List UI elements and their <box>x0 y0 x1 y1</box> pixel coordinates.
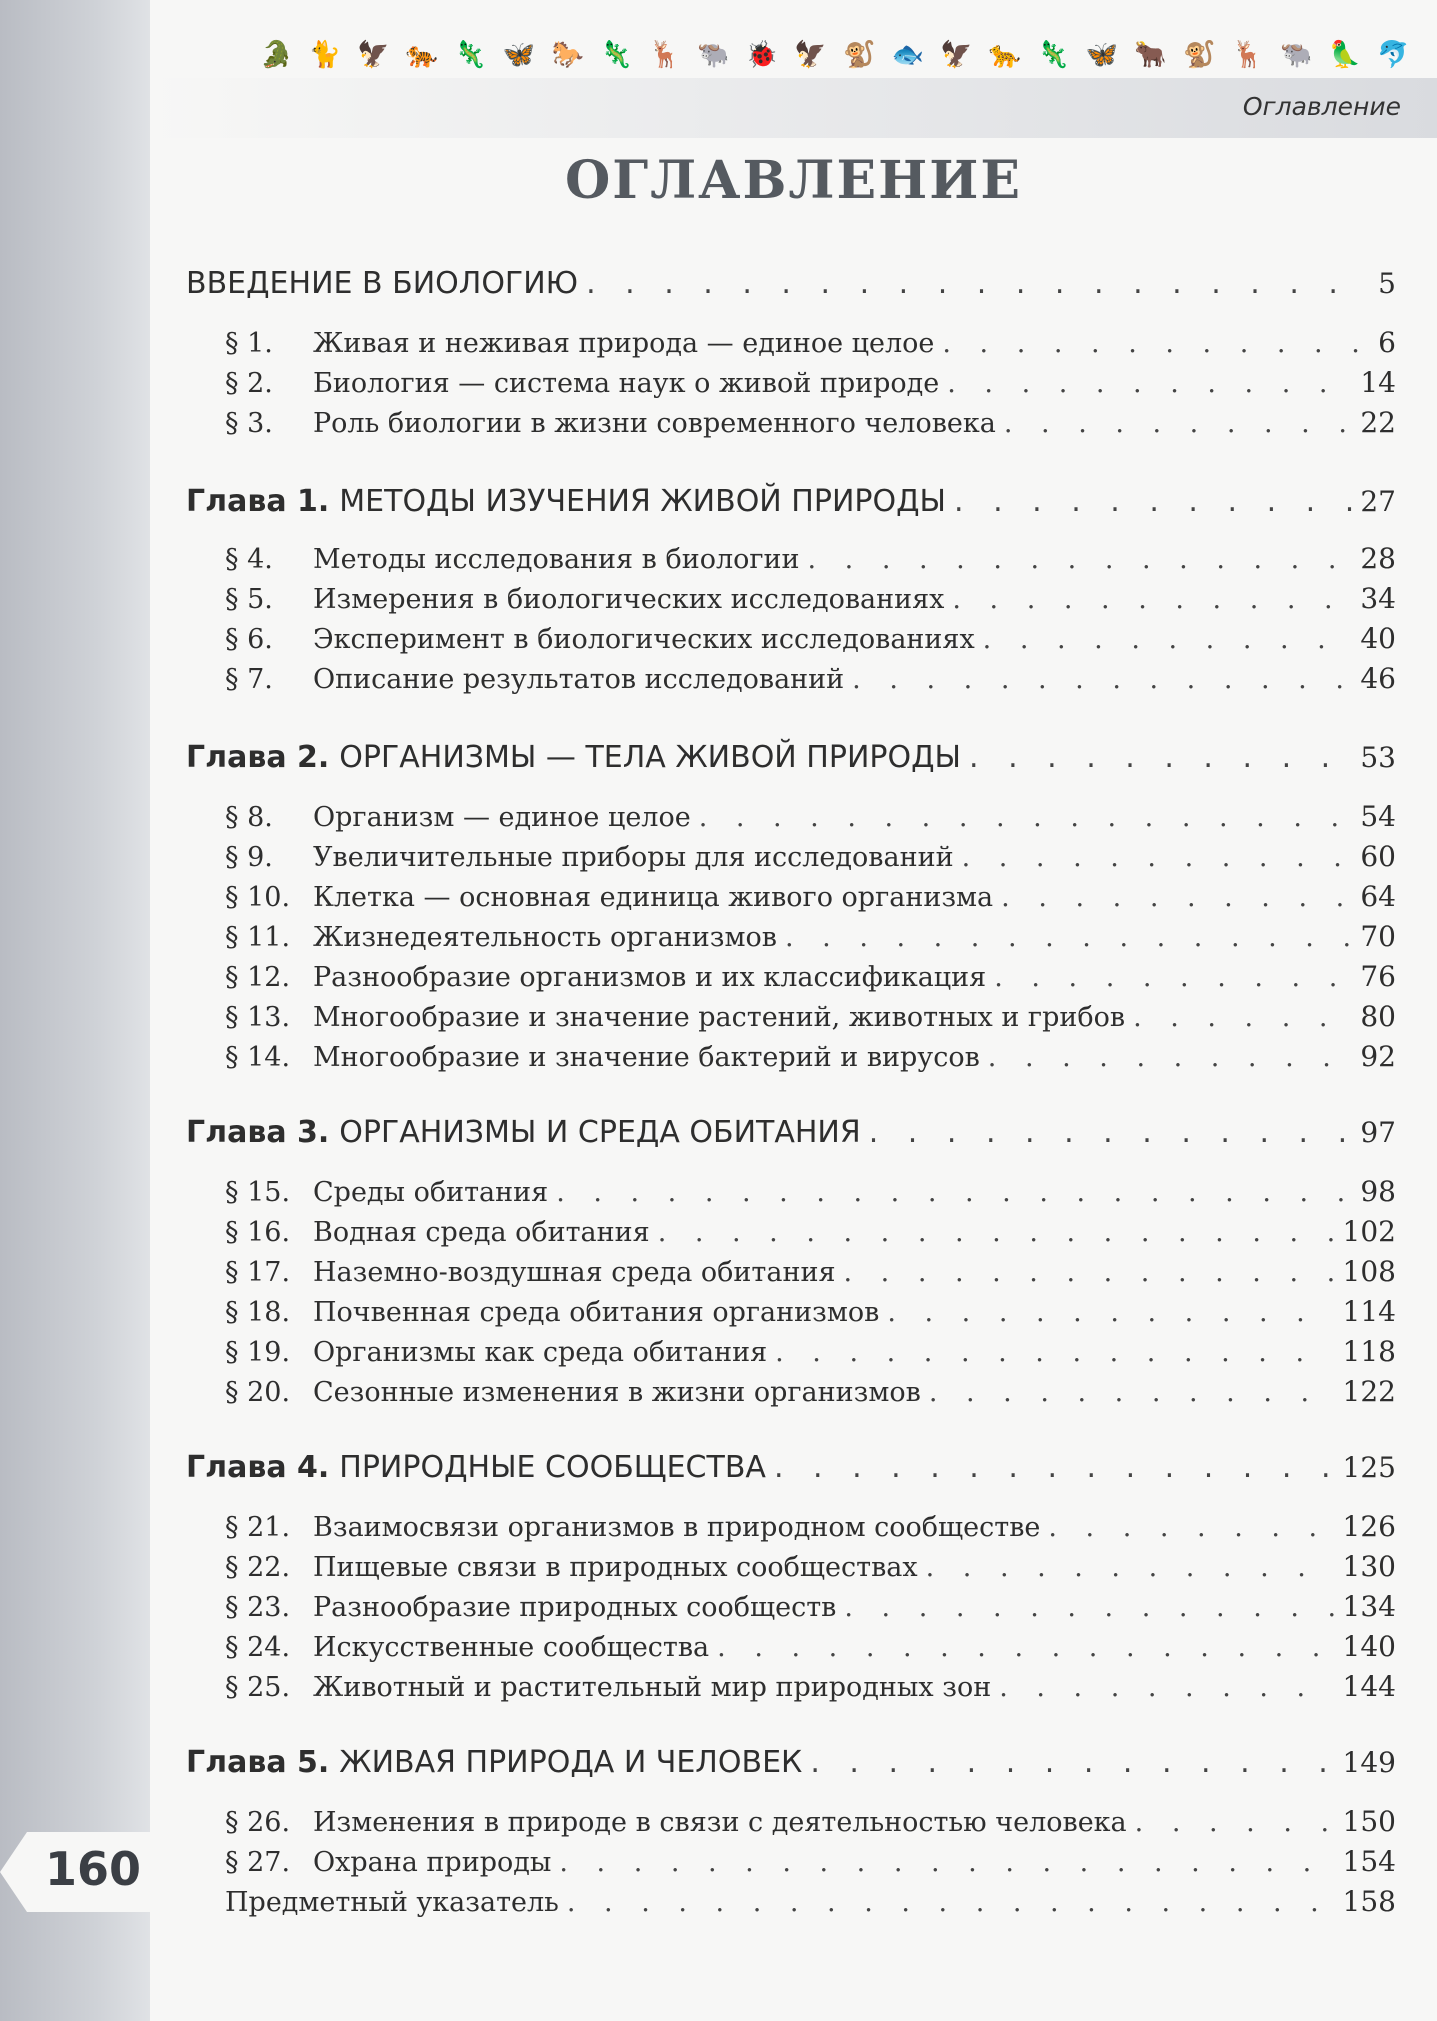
section-number: § 8. <box>225 802 273 833</box>
toc-intro-title: ВВЕДЕНИЕ В БИОЛОГИЮ <box>186 266 579 301</box>
section-number: § 14. <box>225 1042 291 1073</box>
section-number: § 18. <box>225 1297 291 1328</box>
chapter-title: ЖИВАЯ ПРИРОДА И ЧЕЛОВЕК <box>339 1745 803 1780</box>
toc-section-row[interactable] <box>225 622 1396 655</box>
section-title: Охрана природы <box>313 1847 552 1878</box>
toc-page-number: 54 <box>1360 800 1396 833</box>
toc-page-number: 140 <box>1342 1630 1396 1663</box>
toc-page-number: 125 <box>1342 1451 1396 1484</box>
toc-section-row[interactable] <box>225 800 1396 833</box>
leader-dots <box>699 802 1353 833</box>
toc-page-number: 122 <box>1342 1375 1396 1408</box>
toc-section-row[interactable] <box>225 662 1396 695</box>
toc-page-number: 64 <box>1360 880 1396 913</box>
toc-page-number: 40 <box>1360 622 1396 655</box>
toc-section-row[interactable] <box>225 542 1396 575</box>
leader-dots <box>775 1337 1334 1368</box>
toc-page-number: 134 <box>1342 1590 1396 1623</box>
chapter-title: ОРГАНИЗМЫ — ТЕЛА ЖИВОЙ ПРИРОДЫ <box>339 740 961 775</box>
leader-dots <box>929 1377 1335 1408</box>
toc-page-number: 108 <box>1342 1255 1396 1288</box>
toc-page-number: 97 <box>1360 1116 1396 1149</box>
toc-section-row[interactable] <box>225 366 1396 399</box>
section-number: § 4. <box>225 544 273 575</box>
chapter-title: ПРИРОДНЫЕ СООБЩЕСТВА <box>339 1450 766 1485</box>
section-number: § 11. <box>225 922 291 953</box>
toc-page-number: 130 <box>1342 1550 1396 1583</box>
leader-dots <box>717 1632 1334 1663</box>
leader-dots <box>1135 1807 1335 1838</box>
section-number: § 19. <box>225 1337 291 1368</box>
toc-page-number: 22 <box>1360 406 1396 439</box>
leader-dots <box>983 624 1353 655</box>
leader-dots <box>852 664 1352 695</box>
toc-page-number: 144 <box>1342 1670 1396 1703</box>
leader-dots <box>658 1217 1335 1248</box>
section-title: Искусственные сообщества <box>313 1632 710 1663</box>
toc-section-row[interactable] <box>225 960 1396 993</box>
toc-page-number: 80 <box>1360 1000 1396 1033</box>
toc-section-row[interactable] <box>225 920 1396 953</box>
leader-dots <box>952 584 1352 615</box>
section-title: Методы исследования в биологии <box>313 544 800 575</box>
toc-page-number: 5 <box>1378 267 1396 300</box>
leader-dots <box>962 842 1353 873</box>
section-number: § 27. <box>225 1847 291 1878</box>
leader-dots <box>843 1257 1334 1288</box>
section-number: § 3. <box>225 408 273 439</box>
toc-section-row[interactable] <box>225 1295 1396 1328</box>
toc-section-row[interactable] <box>225 1845 1396 1878</box>
section-title: Описание результатов исследований <box>313 664 845 695</box>
toc-page-number: 149 <box>1342 1746 1396 1779</box>
toc-page-number: 150 <box>1342 1805 1396 1838</box>
toc-section-row[interactable] <box>225 1805 1396 1838</box>
toc-page-number: 28 <box>1360 542 1396 575</box>
leader-dots <box>942 328 1370 359</box>
section-number: § 21. <box>225 1512 291 1543</box>
section-title: Почвенная среда обитания организмов <box>313 1297 880 1328</box>
toc-page-number: 6 <box>1378 326 1396 359</box>
leader-dots <box>785 922 1352 953</box>
leader-dots <box>926 1552 1335 1583</box>
leader-dots <box>969 740 1352 775</box>
section-number: § 16. <box>225 1217 291 1248</box>
section-number: § 25. <box>225 1672 291 1703</box>
toc-section-row[interactable] <box>225 1630 1396 1663</box>
toc-page-number: 114 <box>1342 1295 1396 1328</box>
section-title: Увеличительные приборы для исследований <box>313 842 954 873</box>
section-number: § 22. <box>225 1552 291 1583</box>
section-title: Среды обитания <box>313 1177 549 1208</box>
toc-page-number: 158 <box>1342 1885 1396 1918</box>
leader-dots <box>586 266 1370 301</box>
running-header-title: Оглавление <box>1242 92 1401 121</box>
leader-dots <box>1048 1512 1334 1543</box>
chapter-prefix: Глава 4. <box>186 1450 330 1485</box>
toc-section-row[interactable] <box>225 582 1396 615</box>
section-title: Разнообразие организмов и их классификация <box>313 962 987 993</box>
toc-section-row[interactable] <box>225 1375 1396 1408</box>
animal-silhouettes-decoration: 🐊 🐈 🦅 🐅 🦎 🦋 🐎 🦎 🦌 🐃 🐞 🦅 🐒 🐟 🦅 🐆 🦎 🦋 🐂 🐒 🦌 🐃 🦜 🐬 <box>260 40 1410 70</box>
leader-dots <box>774 1450 1335 1485</box>
book-page <box>150 0 1437 2021</box>
chapter-prefix: Глава 3. <box>186 1115 330 1150</box>
section-title: Разнообразие природных сообществ <box>313 1592 837 1623</box>
section-number: § 9. <box>225 842 273 873</box>
toc-chapter-row[interactable] <box>186 1115 1396 1150</box>
leader-dots <box>1133 1002 1352 1033</box>
section-title: Сезонные изменения в жизни организмов <box>313 1377 921 1408</box>
toc-section-row[interactable] <box>225 1335 1396 1368</box>
toc-chapter-row[interactable] <box>186 740 1396 775</box>
toc-index-row[interactable] <box>225 1885 1396 1918</box>
section-number: § 24. <box>225 1632 291 1663</box>
section-title: Живая и неживая природа — единое целое <box>313 328 935 359</box>
toc-page-number: 92 <box>1360 1040 1396 1073</box>
chapter-prefix: Глава 2. <box>186 740 330 775</box>
page-number: 160 <box>44 1842 142 1896</box>
toc-page-number: 34 <box>1360 582 1396 615</box>
toc-page-number: 46 <box>1360 662 1396 695</box>
leader-dots <box>556 1177 1352 1208</box>
section-title: Организм — единое целое <box>313 802 691 833</box>
leader-dots <box>1004 408 1353 439</box>
section-number: § 12. <box>225 962 291 993</box>
leader-dots <box>869 1115 1353 1150</box>
leader-dots <box>947 368 1352 399</box>
toc-section-row[interactable] <box>225 1000 1396 1033</box>
section-title: Наземно-воздушная среда обитания <box>313 1257 836 1288</box>
toc-chapter-row[interactable] <box>186 1450 1396 1485</box>
index-title: Предметный указатель <box>225 1887 559 1918</box>
section-title: Жизнедеятельность организмов <box>313 922 777 953</box>
section-number: § 10. <box>225 882 291 913</box>
leader-dots <box>844 1592 1334 1623</box>
toc-page-number: 14 <box>1360 366 1396 399</box>
toc-section-row[interactable] <box>225 1040 1396 1073</box>
section-number: § 2. <box>225 368 273 399</box>
chapter-prefix: Глава 5. <box>186 1745 330 1780</box>
toc-page-number: 76 <box>1360 960 1396 993</box>
page-edge-shadow <box>0 0 160 2021</box>
section-title: Животный и растительный мир природных зон <box>313 1672 992 1703</box>
section-number: § 23. <box>225 1592 291 1623</box>
toc-page-number: 118 <box>1342 1335 1396 1368</box>
section-number: § 5. <box>225 584 273 615</box>
toc-section-row[interactable] <box>225 1510 1396 1543</box>
toc-section-row[interactable] <box>225 1175 1396 1208</box>
leader-dots <box>954 484 1352 519</box>
leader-dots <box>988 1042 1353 1073</box>
section-title: Роль биологии в жизни современного человека <box>313 408 996 439</box>
section-number: § 7. <box>225 664 273 695</box>
leader-dots <box>1001 882 1352 913</box>
section-title: Многообразие и значение растений, животных и грибов <box>313 1002 1126 1033</box>
toc-section-row[interactable] <box>225 1590 1396 1623</box>
toc-page-number: 98 <box>1360 1175 1396 1208</box>
leader-dots <box>887 1297 1334 1328</box>
section-title: Организмы как среда обитания <box>313 1337 768 1368</box>
leader-dots <box>559 1847 1334 1878</box>
chapter-title: ОРГАНИЗМЫ И СРЕДА ОБИТАНИЯ <box>339 1115 861 1150</box>
section-title: Многообразие и значение бактерий и вирусов <box>313 1042 980 1073</box>
toc-page-number: 126 <box>1342 1510 1396 1543</box>
leader-dots <box>999 1672 1334 1703</box>
chapter-prefix: Глава 1. <box>186 484 330 519</box>
toc-section-row[interactable] <box>225 840 1396 873</box>
section-number: § 15. <box>225 1177 291 1208</box>
leader-dots <box>567 1887 1335 1918</box>
section-title: Водная среда обитания <box>313 1217 650 1248</box>
toc-section-row[interactable] <box>225 406 1396 439</box>
section-title: Измерения в биологических исследованиях <box>313 584 945 615</box>
section-number: § 17. <box>225 1257 291 1288</box>
toc-section-row[interactable] <box>225 1255 1396 1288</box>
section-title: Эксперимент в биологических исследованиях <box>313 624 975 655</box>
toc-page-number: 27 <box>1360 485 1396 518</box>
toc-page-number: 53 <box>1360 741 1396 774</box>
section-number: § 6. <box>225 624 273 655</box>
toc-chapter-row[interactable] <box>186 1745 1396 1780</box>
section-title: Взаимосвязи организмов в природном сообществе <box>313 1512 1041 1543</box>
section-title: Клетка — основная единица живого организма <box>313 882 994 913</box>
section-title: Пищевые связи в природных сообществах <box>313 1552 918 1583</box>
leader-dots <box>810 1745 1334 1780</box>
toc-intro-row[interactable] <box>186 266 1396 301</box>
toc-section-row[interactable] <box>225 880 1396 913</box>
section-number: § 1. <box>225 328 273 359</box>
section-title: Биология — система наук о живой природе <box>313 368 940 399</box>
section-number: § 26. <box>225 1807 291 1838</box>
toc-page-number: 154 <box>1342 1845 1396 1878</box>
toc-section-row[interactable] <box>225 1670 1396 1703</box>
section-number: § 20. <box>225 1377 291 1408</box>
leader-dots <box>808 544 1353 575</box>
toc-section-row[interactable] <box>225 326 1396 359</box>
toc-page-number: 70 <box>1360 920 1396 953</box>
toc-section-row[interactable] <box>225 1215 1396 1248</box>
leader-dots <box>994 962 1352 993</box>
page-title: ОГЛАВЛЕНИЕ <box>565 150 1022 211</box>
toc-page-number: 102 <box>1342 1215 1396 1248</box>
section-number: § 13. <box>225 1002 291 1033</box>
chapter-title: МЕТОДЫ ИЗУЧЕНИЯ ЖИВОЙ ПРИРОДЫ <box>339 484 946 519</box>
toc-page-number: 60 <box>1360 840 1396 873</box>
toc-section-row[interactable] <box>225 1550 1396 1583</box>
section-title: Изменения в природе в связи с деятельностью человека <box>313 1807 1127 1838</box>
toc-chapter-row[interactable] <box>186 484 1396 519</box>
